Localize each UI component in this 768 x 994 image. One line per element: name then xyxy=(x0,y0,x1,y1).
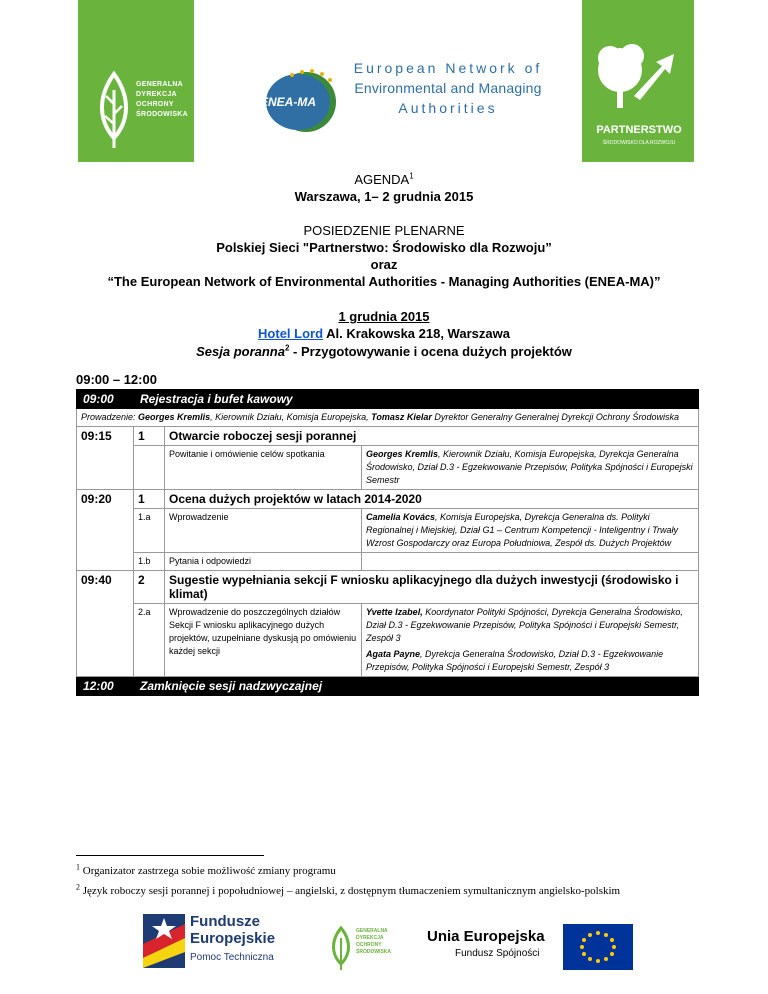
speaker-text: , Dyrekcja Generalna Środowisko, Dział D.3 - Egzekwowanie Przepisów, Polityka Spójności i Europejski Semestr, Zespół 3 xyxy=(366,649,664,672)
gdos-line: GENERALNA xyxy=(356,928,388,934)
enea-line: European Network of xyxy=(353,60,543,76)
day-heading: 1 grudnia 2015 xyxy=(338,309,430,324)
agenda-heading xyxy=(0,171,768,188)
time-cell: 09:20 xyxy=(77,490,134,571)
gdos-line: DYREKCJA xyxy=(356,935,384,941)
partnerstwo-subtitle: ŚRODOWISKO DLA ROZWOJU xyxy=(602,140,676,146)
footnote-text: Organizator zastrzega sobie możliwość zmiany programu xyxy=(82,865,336,877)
partnerstwo-logo xyxy=(582,0,694,162)
speaker-cell xyxy=(362,553,699,571)
time-range: 09:00 – 12:00 xyxy=(76,372,157,387)
item-number: 1 xyxy=(134,490,165,509)
item-desc: Wprowadzenie do poszczególnych działów Sekcji F wniosku aplikacyjnego dużych projektów, uzupełniane dyskusją po omówieniu każdej sekcji xyxy=(165,604,362,677)
time-cell: 09:40 xyxy=(77,571,134,677)
enea-line: Environmental and Managing xyxy=(354,80,542,96)
fundusze-subtitle: Pomoc Techniczna xyxy=(190,952,274,963)
table-row xyxy=(77,571,699,604)
speaker-name: Yvette Izabel, xyxy=(366,607,423,617)
gdos-line: OCHRONY xyxy=(136,101,174,108)
time-cell: 09:15 xyxy=(77,427,134,490)
network-en: “The European Network of Environmental Authorities - Managing Authorities (ENEA-MA)” xyxy=(107,274,661,289)
eu-flag xyxy=(563,924,633,975)
chair-name: Georges Kremlis xyxy=(138,412,211,422)
item-number: 2.a xyxy=(134,604,165,677)
session-heading xyxy=(0,343,768,360)
gdos-footer-logo xyxy=(328,924,354,975)
speaker-entry xyxy=(366,648,694,674)
item-number: 2 xyxy=(134,571,165,604)
footnote-text: Język roboczy sesji porannej i popołudniowej – angielski, z dostępnym tłumaczeniem symultanicznym angielsko-polskim xyxy=(82,885,621,897)
fundusze-line: Europejskie xyxy=(190,930,276,947)
enea-logo-text xyxy=(343,58,553,118)
speaker-entry xyxy=(366,606,694,645)
enea-badge: ENEA-MA xyxy=(260,95,316,109)
fundusze-logo xyxy=(143,914,185,973)
gdos-line: ŚRODOWISKA xyxy=(356,949,391,955)
hotel-link[interactable]: Hotel Lord xyxy=(258,326,324,341)
conjunction: oraz xyxy=(370,257,398,272)
fundusze-star-icon xyxy=(143,914,185,968)
item-desc: Pytania i odpowiedzi xyxy=(165,553,362,571)
gdos-logo-text xyxy=(136,80,188,120)
footnote xyxy=(76,864,698,878)
item-title: Ocena dużych projektów w latach 2014-2020 xyxy=(165,490,699,509)
footnote-ref: 2 xyxy=(284,343,290,353)
item-title: Otwarcie roboczej sesji porannej xyxy=(165,427,699,446)
date-place: Warszawa, 1– 2 grudnia 2015 xyxy=(294,189,474,204)
partnerstwo-title: PARTNERSTWO xyxy=(596,124,682,136)
item-desc: Wprowadzenie xyxy=(165,509,362,553)
speaker-name: Georges Kremlis xyxy=(366,449,439,459)
time-cell: 09:00 xyxy=(77,390,134,409)
venue-address: Al. Krakowska 218, Warszawa xyxy=(323,326,510,341)
row-title: Rejestracja i bufet kawowy xyxy=(134,390,699,409)
chair-cell xyxy=(77,409,699,427)
venue xyxy=(0,325,768,342)
item-number: 1 xyxy=(134,427,165,446)
table-row xyxy=(77,390,699,409)
speaker-text: Koordynator Polityki Spójności, Dyrekcja Generalna Środowisko, Dział D.3 - Egzekwowanie Przepisów, Polityka Spójności i Europejski Semestr, Zespół 3 xyxy=(366,607,683,643)
item-number: 1.b xyxy=(134,553,165,571)
gdos-line: DYREKCJA xyxy=(136,91,177,98)
meeting-title: POSIEDZENIE PLENARNE xyxy=(303,223,465,238)
table-row xyxy=(77,509,699,553)
item-title: Sugestie wypełniania sekcji F wniosku aplikacyjnego dla dużych inwestycji (środowisko i klimat) xyxy=(165,571,699,604)
session-title: - Przygotowywanie i ocena dużych projektów xyxy=(289,344,572,359)
speaker-name: Camelia Kovács xyxy=(366,512,436,522)
speaker-cell xyxy=(362,446,699,490)
agenda-table xyxy=(76,389,699,696)
chair-text: Dyrektor Generalny Generalnej Dyrekcji Ochrony Środowiska xyxy=(431,412,679,422)
gdos-line: OCHRONY xyxy=(356,942,382,948)
gdos-footer-text xyxy=(356,928,391,956)
footnote xyxy=(76,884,698,898)
leaf-icon xyxy=(328,924,354,970)
network-pl: Polskiej Sieci "Partnerstwo: Środowisko dla Rozwoju” xyxy=(216,240,552,255)
table-row xyxy=(77,604,699,677)
footnote-separator xyxy=(76,855,264,856)
fundusze-text xyxy=(190,913,275,947)
eu-title: Unia Europejska xyxy=(427,928,545,945)
session-label: Sesja poranna xyxy=(196,344,285,359)
enea-line: Authorities xyxy=(398,100,498,116)
speaker-name: Agata Payne xyxy=(366,649,421,659)
eu-flag-icon xyxy=(563,924,633,970)
speaker-cell xyxy=(362,509,699,553)
footnote-number: 1 xyxy=(76,862,80,872)
agenda-title: AGENDA xyxy=(354,172,410,187)
time-cell: 12:00 xyxy=(77,677,134,696)
item-desc: Powitanie i omówienie celów spotkania xyxy=(165,446,362,490)
speaker-cell xyxy=(362,604,699,677)
chair-label: Prowadzenie: xyxy=(81,412,139,422)
item-number: 1.a xyxy=(134,509,165,553)
footnote-ref: 1 xyxy=(409,171,414,181)
chair-text: , Kierownik Działu, Komisja Europejska, xyxy=(210,412,372,422)
table-row xyxy=(77,677,699,696)
speaker-text: , Komisja Europejska, Dyrekcja Generalna ds. Polityki Regionalnej i Miejskiej, Dział G1 – Centrum Kompetencji - Inteligentny i Trwały Wzrost Gospodarczy oraz Europa Południowa, Zespół ds. Dużych Projektów xyxy=(366,512,678,548)
speaker-text: , Kierownik Działu, Komisja Europejska, Dyrekcja Generalna Środowisko, Dział D.3 - Egzekwowanie Przepisów, Polityka Spójności i Europejski Semestr xyxy=(366,449,693,485)
table-row xyxy=(77,490,699,509)
item-number xyxy=(134,446,165,490)
table-row xyxy=(77,409,699,427)
table-row xyxy=(77,446,699,490)
row-title: Zamknięcie sesji nadzwyczajnej xyxy=(134,677,699,696)
chair-name: Tomasz Kielar xyxy=(371,412,432,422)
tree-arrow-icon xyxy=(582,0,694,120)
footnote-number: 2 xyxy=(76,882,80,892)
eu-subtitle: Fundusz Spójności xyxy=(455,948,540,959)
table-row xyxy=(77,427,699,446)
fundusze-line: Fundusze xyxy=(190,913,260,930)
gdos-line: ŚRODOWISKA xyxy=(136,111,188,118)
table-row xyxy=(77,553,699,571)
gdos-line: GENERALNA xyxy=(136,81,184,88)
